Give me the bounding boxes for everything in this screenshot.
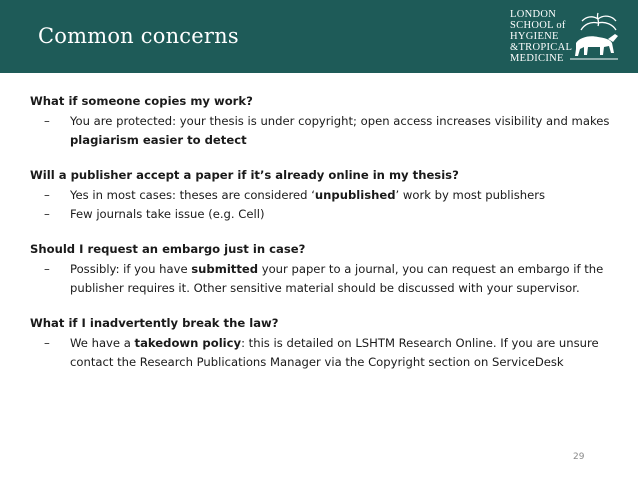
dash-bullet: – [44,262,50,276]
concern-question: What if someone copies my work? [30,94,253,108]
logo-line: HYGIENE [510,31,559,42]
answer-item [30,186,610,205]
concern-question: Should I request an embargo just in case? [30,242,306,256]
answer-text: : this is detailed on LSHTM Research Online. If you are unsure contact the Research Publications Manager via the Copyright section on ServiceDesk [70,336,599,369]
answer-text: ’ work by most publishers [395,188,546,202]
answer-item [30,205,610,224]
slide-body [30,92,610,388]
page-number: 29 [573,452,585,462]
concern-question: Will a publisher accept a paper if it’s already online in my thesis? [30,168,459,182]
crest-icon [568,9,620,65]
answer-text: Possibly: if you have [70,262,192,276]
answer-emphasis: takedown policy [134,336,242,350]
logo-wordmark [510,9,572,64]
answer-list [30,334,610,372]
dash-bullet: – [44,336,50,350]
dash-bullet: – [44,114,50,128]
answer-text: You are protected: your thesis is under copyright; open access increases visibility and makes [70,114,610,128]
answer-text: your paper to a journal, you can request an embargo if the publisher requires it. Other sensitive material should be discussed with your supervisor. [70,262,604,295]
concern-block [30,166,610,224]
logo-line: MEDICINE [510,53,564,64]
concern-question: What if I inadvertently break the law? [30,316,279,330]
dash-bullet: – [44,188,50,202]
answer-item [30,112,610,150]
answer-emphasis: plagiarism easier to detect [70,133,247,147]
answer-item [30,260,610,298]
slide-header [0,0,638,73]
answer-list [30,260,610,298]
answer-text: We have a [70,336,135,350]
logo-line: LONDON [510,9,557,20]
answer-emphasis: submitted [191,262,259,276]
slide-title: Common concerns [38,24,239,48]
concern-block [30,92,610,150]
dash-bullet: – [44,207,50,221]
concern-block [30,240,610,298]
concern-block [30,314,610,372]
answer-text: Few journals take issue (e.g. Cell) [70,207,265,221]
answer-emphasis: unpublished [314,188,396,202]
answer-item [30,334,610,372]
logo-line: &TROPICAL [510,42,573,53]
lshtm-logo [510,9,630,65]
logo-line: SCHOOL of [510,20,566,31]
answer-list [30,112,610,150]
answer-list [30,186,610,224]
answer-text: Yes in most cases: theses are considered ‘ [70,188,315,202]
